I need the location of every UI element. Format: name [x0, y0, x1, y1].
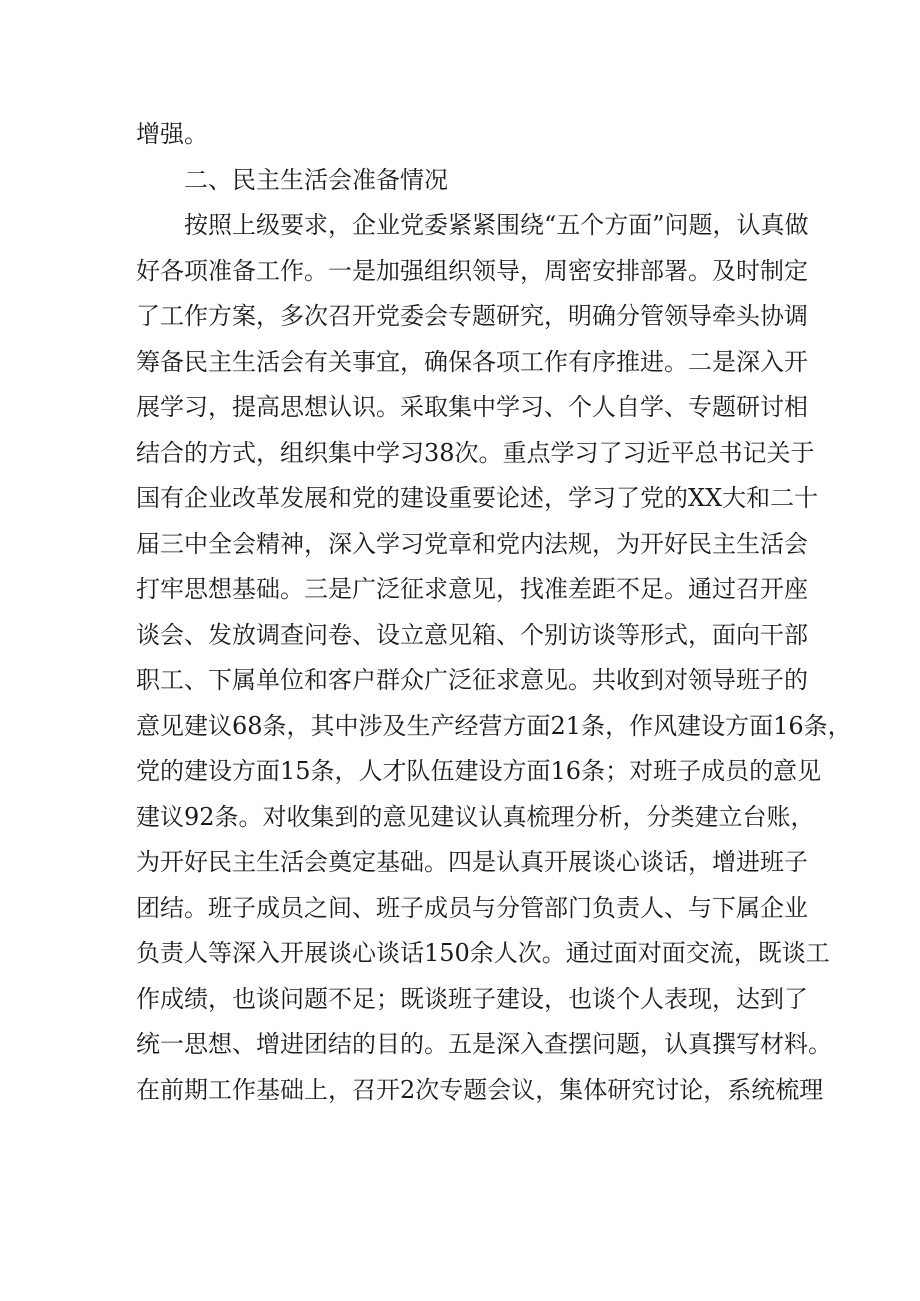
text-line: 职工、下属单位和客户群众广泛征求意见。共收到对领导班子的: [136, 666, 808, 694]
section-heading: 二、民主生活会准备情况: [184, 165, 448, 194]
text-line: 打牢思想基础。三是广泛征求意见，找准差距不足。通过召开座: [136, 575, 808, 603]
text-line: 在前期工作基础上，召开2次专题会议，集体研究讨论，系统梳理: [136, 1075, 824, 1104]
text-line: 届三中全会精神，深入学习党章和党内法规，为开好民主生活会: [136, 529, 808, 558]
text-line: 作成绩，也谈问题不足；既谈班子建设，也谈个人表现，达到了: [136, 984, 808, 1013]
text-line: 结合的方式，组织集中学习38次。重点学习了习近平总书记关于: [136, 438, 815, 467]
text-line: 建议92条。对收集到的意见建议认真梳理分析，分类建立台账，: [136, 802, 815, 831]
text-line: 团结。班子成员之间、班子成员与分管部门负责人、与下属企业: [136, 893, 808, 922]
text-line: 统一思想、增进团结的目的。五是深入查摆问题，认真撰写材料。: [136, 1030, 832, 1058]
text-line: 按照上级要求，企业党委紧紧围绕“五个方面”问题，认真做: [184, 211, 809, 239]
document-body: [136, 112, 852, 1113]
text-line: 展学习，提高思想认识。采取集中学习、个人自学、专题研讨相: [136, 393, 808, 421]
text-line: 国有企业改革发展和党的建设重要论述，学习了党的XX大和二十: [136, 484, 819, 512]
text-line: 好各项准备工作。一是加强组织领导，周密安排部署。及时制定: [136, 256, 808, 285]
text-line: 增强。: [136, 120, 208, 148]
text-line: 党的建设方面15条，人才队伍建设方面16条；对班子成员的意见: [136, 757, 822, 785]
text-line: 了工作方案，多次召开党委会专题研究，明确分管领导牵头协调: [136, 302, 808, 330]
text-line: 筹备民主生活会有关事宜，确保各项工作有序推进。二是深入开: [136, 347, 808, 376]
text-line: 谈会、发放调查问卷、设立意见箱、个别访谈等形式，面向干部: [136, 620, 808, 649]
text-line: 意见建议68条，其中涉及生产经营方面21条，作风建设方面16条，: [136, 711, 852, 740]
text-line: 负责人等深入开展谈心谈话150余人次。通过面对面交流，既谈工: [136, 939, 830, 967]
text-line: 为开好民主生活会奠定基础。四是认真开展谈心谈话，增进班子: [136, 848, 808, 876]
